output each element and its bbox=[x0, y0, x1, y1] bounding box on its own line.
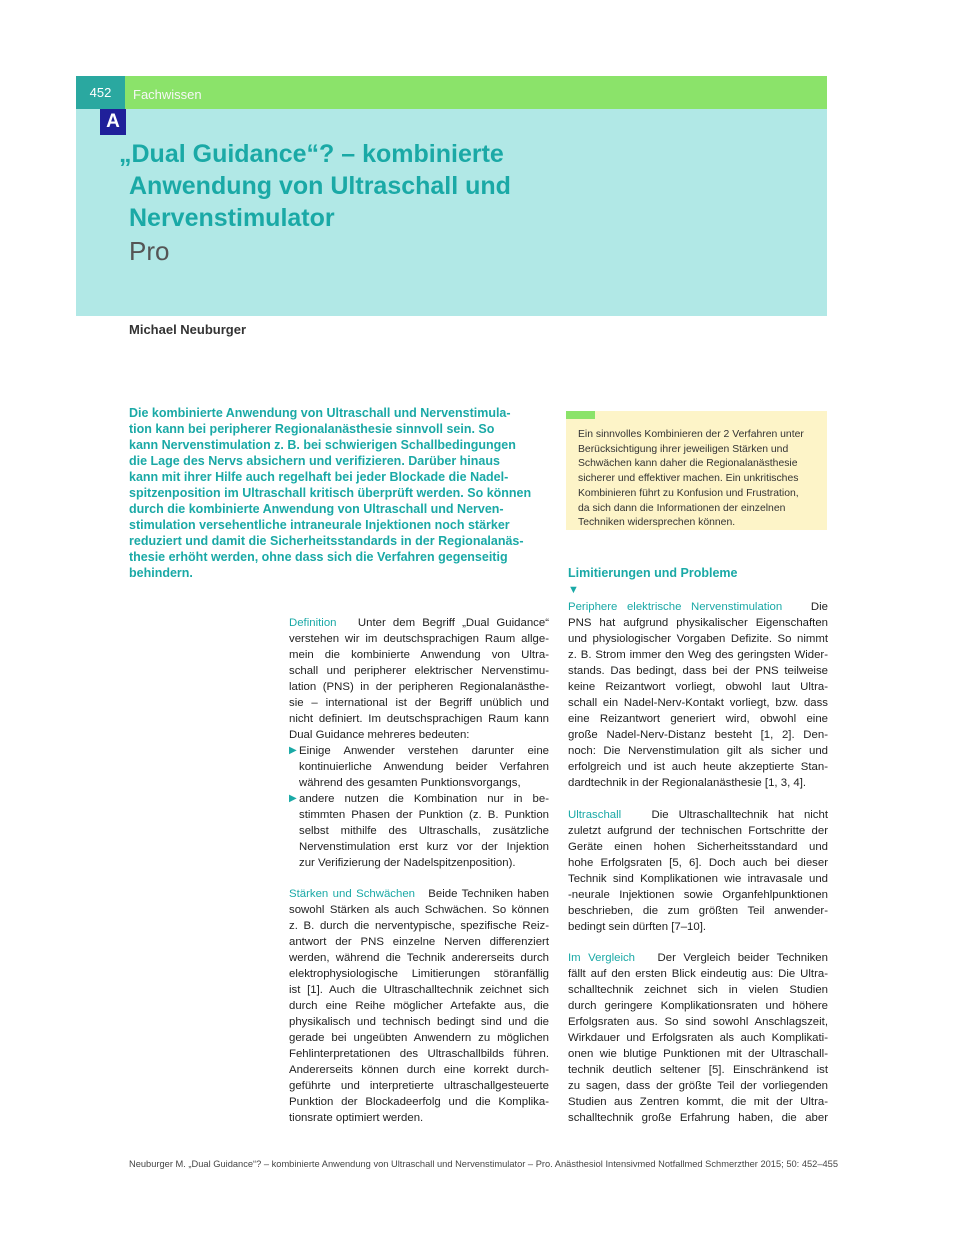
text-line: -neurale Injektionen sowie Organfehlpunktionen bbox=[568, 889, 828, 901]
text-line: kontinuierliche Anwendung beider Verfahren bbox=[299, 761, 549, 773]
text-line: z. B. Strom immer den Weg des geringsten Wider- bbox=[568, 649, 828, 661]
text-line: schall und peripherer elektrischer Nervenstimu- bbox=[289, 665, 549, 677]
text-line: noch: Die Nervenstimulation gilt als sicher und bbox=[568, 745, 828, 757]
text-line: physikalisch und technisch bedingt sind und die bbox=[289, 1016, 549, 1028]
text-line: Fehlinterpretationen des Ultraschallbilds führen. bbox=[289, 1048, 549, 1060]
text-line: elektrophysiologische Limitierungen störanfällig bbox=[289, 968, 549, 980]
text-line: schall ein Nadel-Nerv-Kontakt vorliegt, bzw. dass bbox=[568, 697, 828, 709]
paragraph-first-line: Stärken und Schwächen Beide Techniken haben bbox=[289, 888, 549, 900]
citation-footer: Neuburger M. „Dual Guidance“? – kombinierte Anwendung von Ultraschall und Nervenstimulator – Pro. Anästhesiol Intensivmed Notfallmed Schmerzther 2015; 50: 452–455 bbox=[129, 1159, 839, 1169]
text-line: Punktion der Blockadeerfolg und die Komplika- bbox=[289, 1096, 549, 1108]
text-line: zur Verifizierung der Nadelspitzenposition). bbox=[299, 857, 516, 869]
text-line: zu sagen, dass der größte Teil der vorliegenden bbox=[568, 1080, 828, 1092]
text-line: beschrieben, die zum größten Teil anwender- bbox=[568, 905, 828, 917]
text-line: gerade bei ungeübten Anwendern zu möglichen bbox=[289, 1032, 549, 1044]
note-line: sicherer und effektiver machen. Ein unkritisches bbox=[578, 473, 799, 485]
text-line: stands. Das bedingt, dass bei der PNS teilweise bbox=[568, 665, 828, 677]
abstract-line: tion kann bei peripherer Regionalanästhesie sinnvoll sein. So bbox=[129, 422, 495, 436]
text-line: sie – international ist der Begriff unüblich und bbox=[289, 697, 549, 709]
text-line: geführte und interpretierte ultraschallgesteuerte bbox=[289, 1080, 549, 1092]
strengths-paragraph bbox=[289, 886, 549, 1126]
abstract-line: behindern. bbox=[129, 566, 193, 580]
bullet-list bbox=[289, 743, 549, 871]
text-line: fällt auf den ersten Blick eindeutig aus: Die Ultra- bbox=[568, 968, 828, 980]
text-line: z. B. durch die nerventypische, spezifische Reiz- bbox=[289, 920, 549, 932]
text-line: durch geringere Komplikationsraten und höhere bbox=[568, 1000, 828, 1012]
text-line: antwort der PNS einzelne Nerven differenziert bbox=[289, 936, 549, 948]
text-line: andere nutzen die Kombination nur in be- bbox=[299, 793, 549, 805]
author-name: Michael Neuburger bbox=[129, 322, 247, 337]
article-subtitle: Pro bbox=[129, 236, 170, 266]
text-line: und physiologischer Vorgaben Defizite. So nimmt bbox=[568, 633, 828, 645]
text-line: Geräte einen hohen Sicherheitsstandard und bbox=[568, 841, 828, 853]
text-line: zuletzt aufgrund der technischen Fortschritte der bbox=[568, 825, 828, 837]
text-line: selbst mithilfe des Ultraschalls, zusätzliche bbox=[299, 825, 549, 837]
text-line: technik deutlich seltener [5]. Einschränkend ist bbox=[568, 1064, 828, 1076]
pns-paragraph bbox=[568, 599, 828, 791]
title-line: Nervenstimulator bbox=[129, 204, 335, 232]
page-number: 452 bbox=[76, 76, 125, 109]
abstract-line: kann mit ihrer Hilfe auch regelhaft bei jeder Blockade die Nadel- bbox=[129, 470, 509, 484]
list-item bbox=[289, 791, 549, 871]
text-line: PNS hat aufgrund physikalischer Eigenschaften bbox=[568, 617, 828, 629]
note-text bbox=[578, 428, 824, 531]
section-label: Fachwissen bbox=[133, 87, 202, 102]
text-line: stimmten Phasen der Punktion (z. B. Punktion bbox=[299, 809, 549, 821]
text-line: dardtechnik in der Regionalanästhesie [1, 3, 4]. bbox=[568, 777, 807, 789]
text-line: während des gesamten Punktionsvorgangs, bbox=[299, 777, 521, 789]
text-line: Wirkdauer und Erfolgsraten als auch Komplikati- bbox=[568, 1032, 828, 1044]
abstract-line: spitzenposition im Ultraschall kritisch überprüft werden. So können bbox=[129, 486, 532, 500]
section-badge: A bbox=[100, 109, 126, 135]
note-line: Berücksichtigung ihrer jeweiligen Stärken und bbox=[578, 443, 789, 455]
abstract-line: kann Nervenstimulation z. B. bei schwierigen Schallbedingungen bbox=[129, 438, 516, 452]
text-line: bedingt sein dürften [7–10]. bbox=[568, 921, 707, 933]
abstract-line: die Lage des Nervs absichern und verifizieren. Darüber hinaus bbox=[129, 454, 500, 468]
text-line: eine Reizantwort generiert wird, obwohl eine bbox=[568, 713, 828, 725]
text-line: verstehen wir im deutschsprachigen Raum allge- bbox=[289, 633, 549, 645]
paragraph-first-line: Definition Unter dem Begriff „Dual Guidance“ bbox=[289, 617, 549, 629]
paragraph-heading: Ultraschall bbox=[568, 809, 622, 821]
comparison-paragraph bbox=[568, 950, 828, 1126]
section-heading: Limitierungen und Probleme bbox=[568, 566, 738, 580]
text-line: Einige Anwender verstehen darunter eine bbox=[299, 745, 549, 757]
note-line: Ein sinnvolles Kombinieren der 2 Verfahren unter bbox=[578, 429, 804, 440]
paragraph-heading: Im Vergleich bbox=[568, 952, 636, 964]
paragraph-first-line: Im Vergleich Der Vergleich beider Techniken bbox=[568, 952, 828, 964]
abstract-line: reduziert und damit die Sicherheitsstandards in der Regionalanäs- bbox=[129, 534, 524, 548]
text-line: schalltechnik große Erfahrung haben, die aber bbox=[568, 1112, 828, 1124]
text-line: Studien aus Zentren kommt, die mit der Ultra- bbox=[568, 1096, 828, 1108]
triangle-down-icon: ▼ bbox=[568, 584, 579, 596]
article-title bbox=[119, 138, 719, 234]
text-line: sowohl Stärken als auch Schwächen. So können bbox=[289, 904, 549, 916]
text-line: lation (PNS) in der peripheren Regionalanästhe- bbox=[289, 681, 549, 693]
list-item bbox=[289, 743, 549, 791]
bullet-arrow-icon: ▶ bbox=[289, 745, 297, 756]
text-line: keine Reizantwort vorliegt, obwohl laut Ultra- bbox=[568, 681, 828, 693]
definition-paragraph bbox=[289, 615, 549, 743]
text-line: Technik sind Komplikationen wie intravasale und bbox=[568, 873, 828, 885]
abstract bbox=[129, 405, 545, 581]
text-line: Erfolgsraten aus. So sind sowohl Anschlagszeit, bbox=[568, 1016, 828, 1028]
text-line: hohe Erfolgsraten [5, 6]. Doch auch bei dieser bbox=[568, 857, 828, 869]
paragraph-heading: Periphere elektrische Nervenstimulation bbox=[568, 601, 783, 613]
text-line: Andererseits können durch eine korrekt durch- bbox=[289, 1064, 549, 1076]
text-line: Nervenstimulation erst kurz vor der Injektion bbox=[299, 841, 549, 853]
text-line: große Nadel-Nerv-Distanz besteht [1, 2]. Den- bbox=[568, 729, 828, 741]
text-line: schalltechnik zeichnet sich in vielen Studien bbox=[568, 984, 828, 996]
bullet-arrow-icon: ▶ bbox=[289, 793, 297, 804]
abstract-line: thesie erhöht werden, ohne dass sich die Verfahren gegenseitig bbox=[129, 550, 508, 564]
abstract-line: durch die kombinierte Anwendung von Ultraschall und Nerven- bbox=[129, 502, 504, 516]
text-line: nicht definiert. Im deutschsprachigen Raum kann bbox=[289, 713, 549, 725]
note-line: da sich dann die Informationen der einzelnen bbox=[578, 502, 786, 514]
text-line: mein die kombinierte Anwendung von Ultra- bbox=[289, 649, 549, 661]
text-line: ist [1]. Auch die Ultraschalltechnik zeichnet sich bbox=[289, 984, 549, 996]
text-line: tionsrate optimiert werden. bbox=[289, 1112, 424, 1124]
title-line: Anwendung von Ultraschall und bbox=[129, 172, 511, 200]
paragraph-first-line: Ultraschall Die Ultraschalltechnik hat nicht bbox=[568, 809, 828, 821]
abstract-line: Die kombinierte Anwendung von Ultraschall und Nervenstimula- bbox=[129, 406, 511, 420]
abstract-line: stimulation versehentliche intraneurale Injektionen noch stärker bbox=[129, 518, 510, 532]
paragraph-first-line: Periphere elektrische Nervenstimulation Die bbox=[568, 601, 828, 613]
title-line: „Dual Guidance“? – kombinierte bbox=[119, 140, 504, 168]
text-line: werden, während die Technik andererseits durch bbox=[289, 952, 549, 964]
note-line: Schwächen kann daher die Regionalanästhesie bbox=[578, 458, 798, 470]
paragraph-heading: Definition bbox=[289, 617, 337, 629]
note-line: Kombinieren führt zu Konfusion und Frustration, bbox=[578, 487, 799, 499]
note-line: Techniken widersprechen können. bbox=[578, 517, 736, 529]
text-line: durch eine Reihe möglicher Artefakte aus, die bbox=[289, 1000, 549, 1012]
ultrasound-paragraph bbox=[568, 807, 828, 935]
text-line: onen wie blutige Punktionen mit der Ultraschall- bbox=[568, 1048, 828, 1060]
paragraph-heading: Stärken und Schwächen bbox=[289, 888, 415, 900]
text-line: Dual Guidance mehreres bedeuten: bbox=[289, 729, 470, 741]
note-accent-bar bbox=[566, 411, 595, 419]
text-line: erfolgreich und ist auch heute akzeptierte Stan- bbox=[568, 761, 828, 773]
